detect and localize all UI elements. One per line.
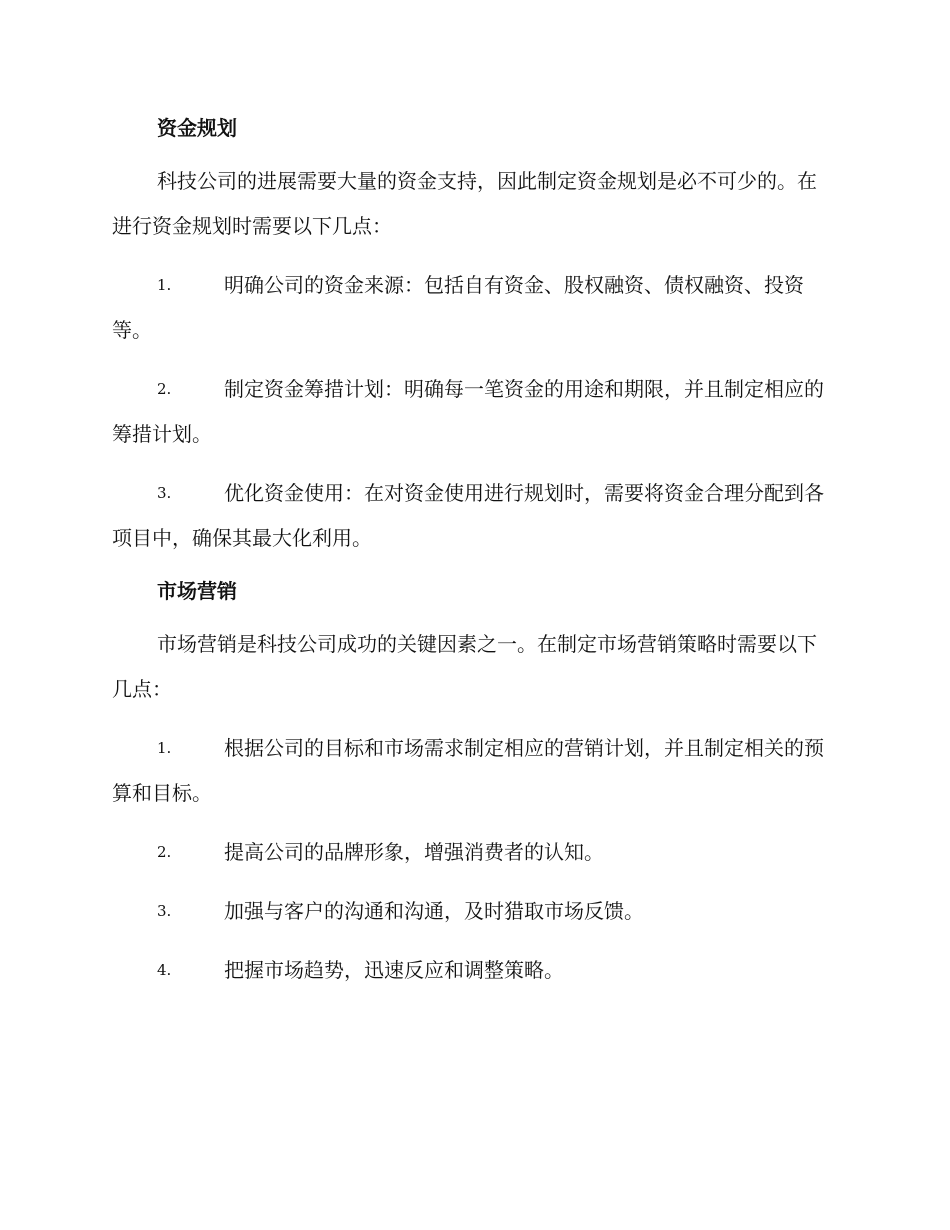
section-heading-marketing: 市场营销 [157,579,237,603]
list-item-text: 根据公司的目标和市场需求制定相应的营销计划，并且制定相关的预算和目标。 [112,736,824,805]
list-number: 3. [157,484,172,502]
section-intro-funding: 科技公司的进展需要大量的资金支持，因此制定资金规划是必不可少的。在进行资金规划时需要以下几点： [112,169,817,238]
list-number: 1. [157,739,172,757]
list-item-funding-1 [112,263,832,353]
list-item-marketing-2 [112,830,832,875]
list-item-funding-2 [112,367,832,457]
list-item-text: 制定资金筹措计划：明确每一笔资金的用途和期限，并且制定相应的筹措计划。 [112,377,824,446]
list-number: 3. [157,902,172,920]
list-number: 1. [157,276,172,294]
list-item-marketing-4 [112,948,832,993]
section-heading-funding: 资金规划 [157,116,237,140]
list-item-marketing-3 [112,889,832,934]
list-item-funding-3 [112,471,832,561]
list-item-text: 优化资金使用：在对资金使用进行规划时，需要将资金合理分配到各项目中，确保其最大化利用。 [112,481,824,550]
list-number: 4. [157,961,172,979]
list-item-text: 加强与客户的沟通和沟通，及时猎取市场反馈。 [224,899,644,923]
section-intro-marketing: 市场营销是科技公司成功的关键因素之一。在制定市场营销策略时需要以下几点： [112,632,817,701]
list-number: 2. [157,843,172,861]
list-item-marketing-1 [112,726,832,816]
list-item-text: 明确公司的资金来源：包括自有资金、股权融资、债权融资、投资等。 [112,273,804,342]
list-item-text: 提高公司的品牌形象，增强消费者的认知。 [224,840,604,864]
list-number: 2. [157,380,172,398]
list-item-text: 把握市场趋势，迅速反应和调整策略。 [224,958,564,982]
